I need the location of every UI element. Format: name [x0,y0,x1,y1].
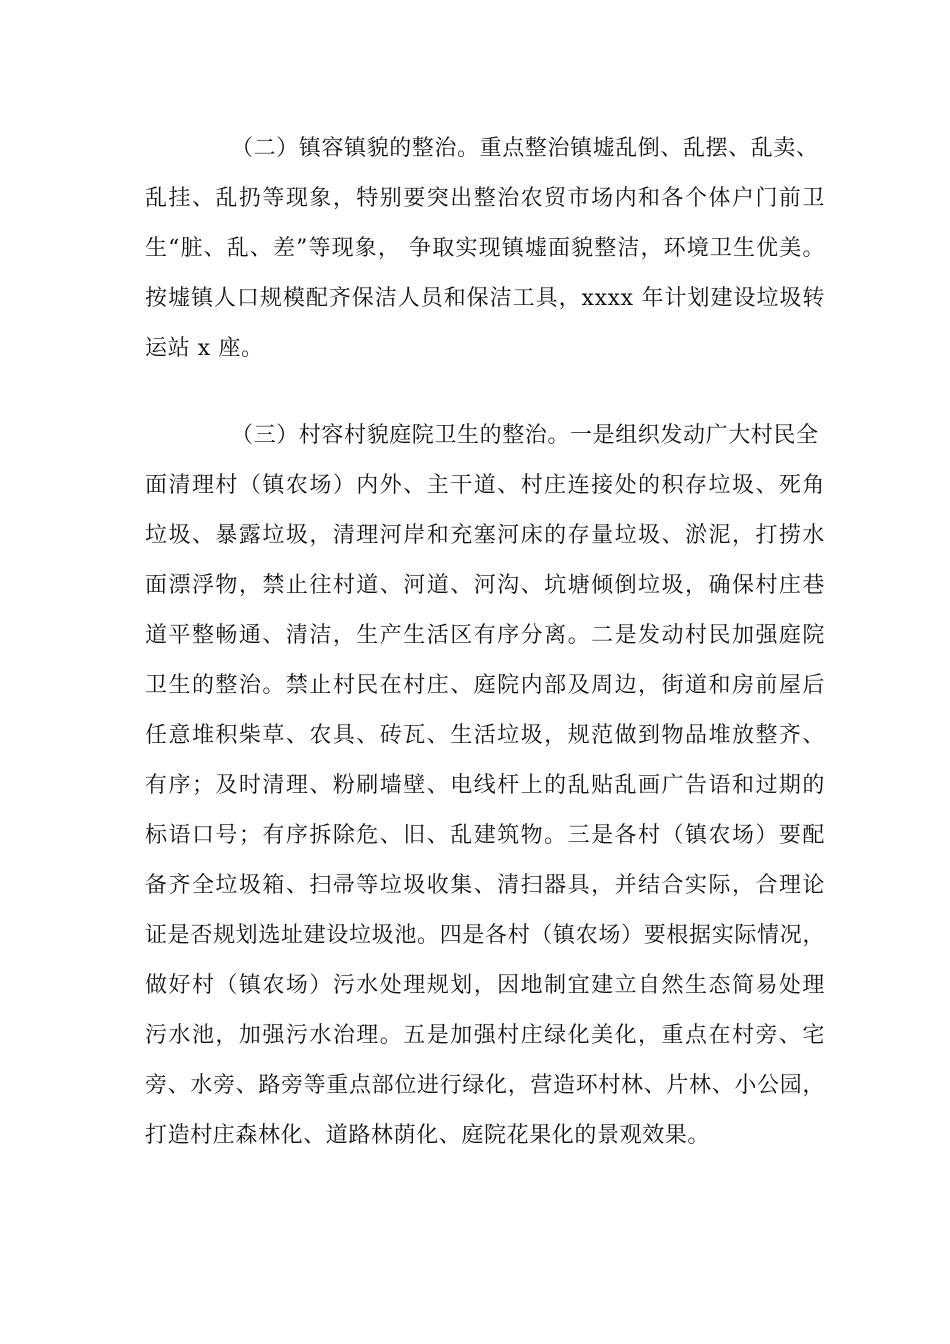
text-line: 面清理村（镇农场）内外、主干道、村庄连接处的积存垃圾、死角 [145,473,825,498]
text-line: 道平整畅通、清洁，生产生活区有序分离。二是发动村民加强庭院 [145,623,825,648]
text-line: 面漂浮物，禁止往村道、河道、河沟、坑塘倾倒垃圾，确保村庄巷 [145,573,825,598]
text-line: 做好村（镇农场）污水处理规划，因地制宜建立自然生态简易处理 [145,973,825,998]
paragraph-village-appearance [145,411,825,1161]
text-line: 备齐全垃圾箱、扫帚等垃圾收集、清扫器具，并结合实际，合理论 [145,873,825,898]
text-line: 卫生的整治。禁止村民在村庄、庭院内部及周边，街道和房前屋后 [145,673,825,698]
text-line: 乱挂、乱扔等现象，特别要突出整治农贸市场内和各个体户门前卫 [145,186,825,211]
text-line: （三）村容村貌庭院卫生的整治。一是组织发动广大村民全 [231,423,819,448]
paragraph-town-appearance [145,124,825,374]
text-line: 任意堆积柴草、农具、砖瓦、生活垃圾，规范做到物品堆放整齐、 [145,723,825,748]
text-line: 打造村庄森林化、道路林荫化、庭院花果化的景观效果。 [145,1123,711,1148]
text-line: 旁、水旁、路旁等重点部位进行绿化，营造环村林、片林、小公园， [145,1073,825,1098]
text-line: 垃圾、暴露垃圾，清理河岸和充塞河床的存量垃圾、淤泥，打捞水 [145,523,825,548]
text-line: 按墟镇人口规模配齐保洁人员和保洁工具，xxxx 年计划建设垃圾转 [145,286,825,311]
text-line: 标语口号；有序拆除危、旧、乱建筑物。三是各村（镇农场）要配 [145,823,825,848]
text-line: 污水池，加强污水治理。五是加强村庄绿化美化，重点在村旁、宅 [145,1023,825,1048]
text-line: 证是否规划选址建设垃圾池。四是各村（镇农场）要根据实际情况， [145,923,825,948]
text-line: 有序；及时清理、粉刷墙壁、电线杆上的乱贴乱画广告语和过期的 [145,773,825,798]
text-line: 运站 x 座。 [145,336,264,361]
text-line: （二）镇容镇貌的整治。重点整治镇墟乱倒、乱摆、乱卖、 [231,136,819,161]
text-line: 生“脏、乱、差”等现象， 争取实现镇墟面貌整洁，环境卫生优美。 [145,236,825,261]
